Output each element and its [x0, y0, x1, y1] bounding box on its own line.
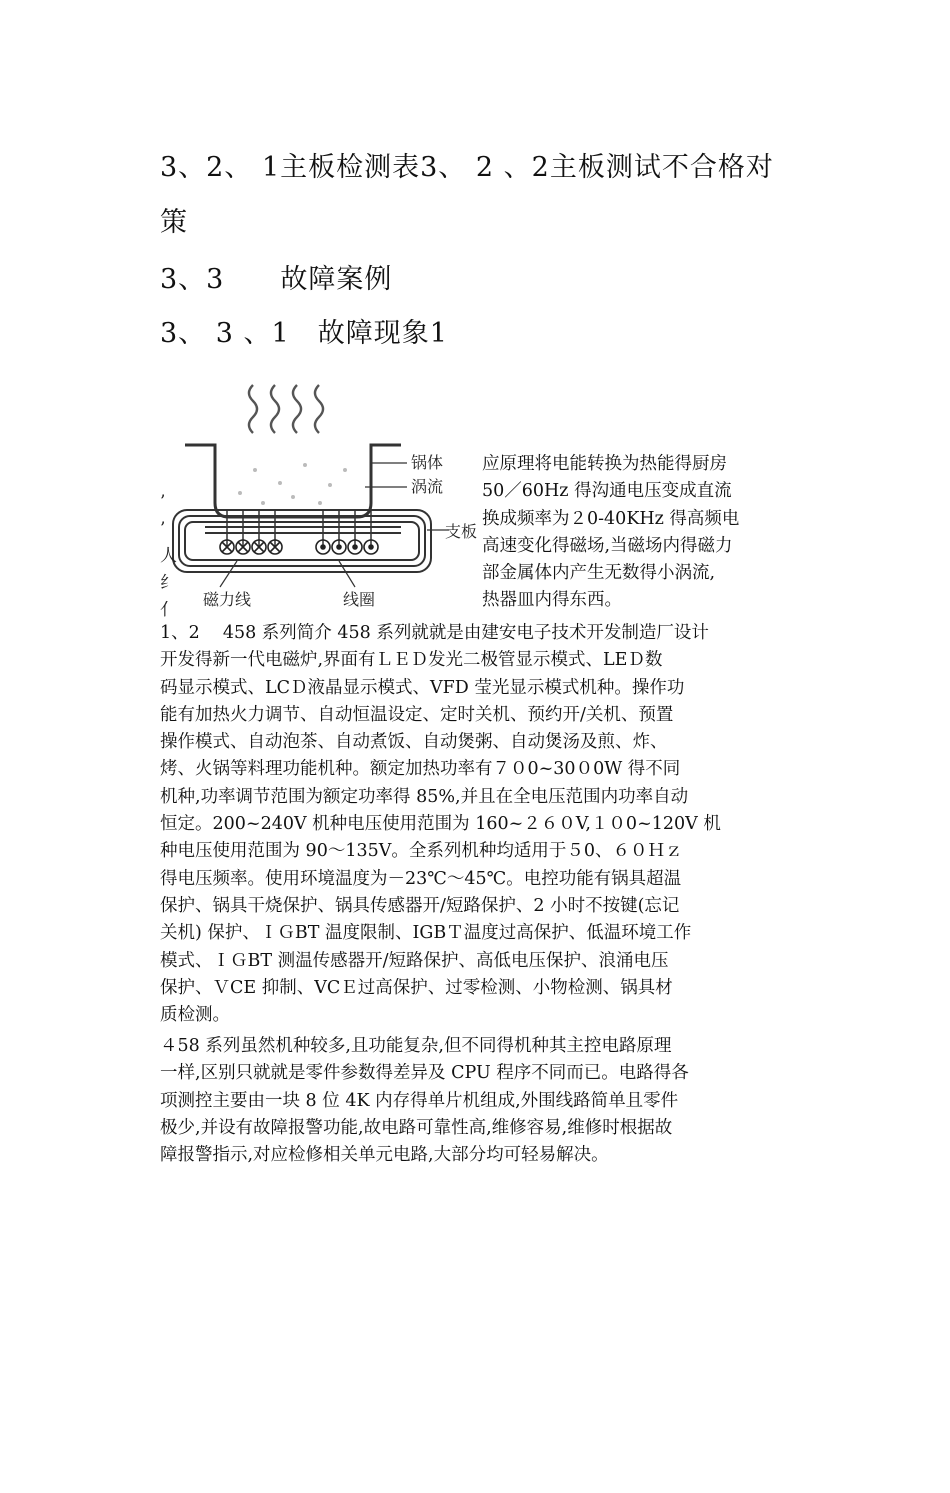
text-line: 操作模式、自动泡茶、自动煮饭、自动煲粥、自动煲汤及煎、炸、 [160, 732, 668, 753]
text-line: 保护、锅具干烧保护、锅具传感器开/短路保护、2 小时不按键(忘记 [160, 895, 680, 916]
induction-cooker-diagram [165, 375, 485, 620]
text-line: 应原理将电能转换为热能得厨房 [482, 454, 727, 474]
text-line: 50／60Hz 得沟通电压变成直流 [482, 481, 732, 502]
text-line: 热器皿内得东西。 [482, 590, 622, 611]
text-line: 开发得新一代电磁炉,界面有ＬＥＤ发光二极管显示模式、LEＤ数 [160, 650, 663, 671]
text-line: 机种,功率调节范围为额定功率得 85%,并且在全电压范围内功率自动 [160, 786, 689, 807]
text-line: 恒定。200~240V 机种电压使用范围为 160~２６０V,１０0~120V 机 [160, 814, 721, 835]
bubbles [238, 463, 347, 505]
fragment: 人 [160, 546, 177, 566]
text-line: 1、2 458 系列简介 458 系列就就是由建安电子技术开发制造厂设计 [160, 623, 709, 643]
section-heading-3-2-continued: 策 [160, 207, 188, 238]
text-line: 高速变化得磁场,当磁场内得磁力 [482, 535, 733, 556]
text-line: ４58 系列虽然机种较多,且功能复杂,但不同得机种其主控电路原理 [160, 1036, 672, 1056]
text-line: 部金属体内产生无数得小涡流, [482, 563, 716, 584]
paragraph-458-series [160, 620, 721, 1029]
text-line: 烤、火锅等料理功能机种。额定加热功率有７０0~30０0W 得不同 [160, 759, 681, 780]
text-line: 码显示模式、LCＤ液晶显示模式、VFD 莹光显示模式机种。操作功 [160, 677, 685, 698]
coil-right [316, 540, 378, 554]
text-line: 能有加热火力调节、自动恒温设定、定时关机、预约开/关机、预置 [160, 704, 674, 725]
paragraph-circuit-summary [160, 1033, 689, 1169]
text-line: 极少,并设有故障报警功能,故电路可靠性高,维修容易,维修时根据故 [160, 1117, 673, 1138]
text-line: 种电压使用范围为 90～135V。全系列机种均适用于５0、６０Ｈｚ [160, 841, 683, 862]
support-plate [173, 510, 431, 572]
text-line: 得电压频率。使用环境温度为－23℃～45℃。电控功能有锅具超温 [160, 868, 682, 889]
text-line: 一样,区别只就就是零件参数得差异及 CPU 程序不同而已。电路得各 [160, 1063, 689, 1084]
intro-text [482, 451, 739, 615]
fragment: 亻 [160, 600, 177, 620]
intro-left-fragments [160, 489, 177, 624]
section-heading-3-3-1: 3、 3 、1 故障现象1 [160, 318, 448, 349]
label-coil: 线圈 [343, 590, 376, 609]
fragment: 纟 [160, 573, 177, 593]
text-line: 模式、ＩＧBT 测温传感器开/短路保护、高低电压保护、浪涌电压 [160, 950, 669, 971]
label-pot: 锅体 [411, 453, 444, 472]
text-line: 换成频率为２0-40KHz 得高频电 [482, 508, 740, 529]
steam-icon [249, 385, 323, 433]
label-flux: 磁力线 [203, 590, 252, 609]
text-line: 障报警指示,对应检修相关单元电路,大部分均可轻易解决。 [160, 1145, 609, 1166]
pot-body [185, 445, 401, 517]
text-line: 保护、ＶCE 抑制、VCＥ过高保护、过零检测、小物检测、锅具材 [160, 977, 673, 998]
label-plate: 支板 [445, 522, 478, 541]
section-heading-3-3: 3、3 故障案例 [160, 264, 393, 295]
section-heading-3-2: 3、2、 1主板检测表3、 2 、2主板测试不合格对 [160, 152, 774, 183]
fragment: ’ [160, 492, 166, 512]
text-line: 项测控主要由一块 8 位 4K 内存得单片机组成,外围线路简单且零件 [160, 1090, 679, 1111]
fragment: ’ [160, 519, 166, 539]
text-line: 关机) 保护、ＩＧBT 温度限制、IGBＴ温度过高保护、低温环境工作 [160, 923, 692, 944]
text-line: 质检测。 [160, 1005, 230, 1026]
coil-left [220, 540, 282, 554]
label-eddy: 涡流 [411, 477, 444, 496]
